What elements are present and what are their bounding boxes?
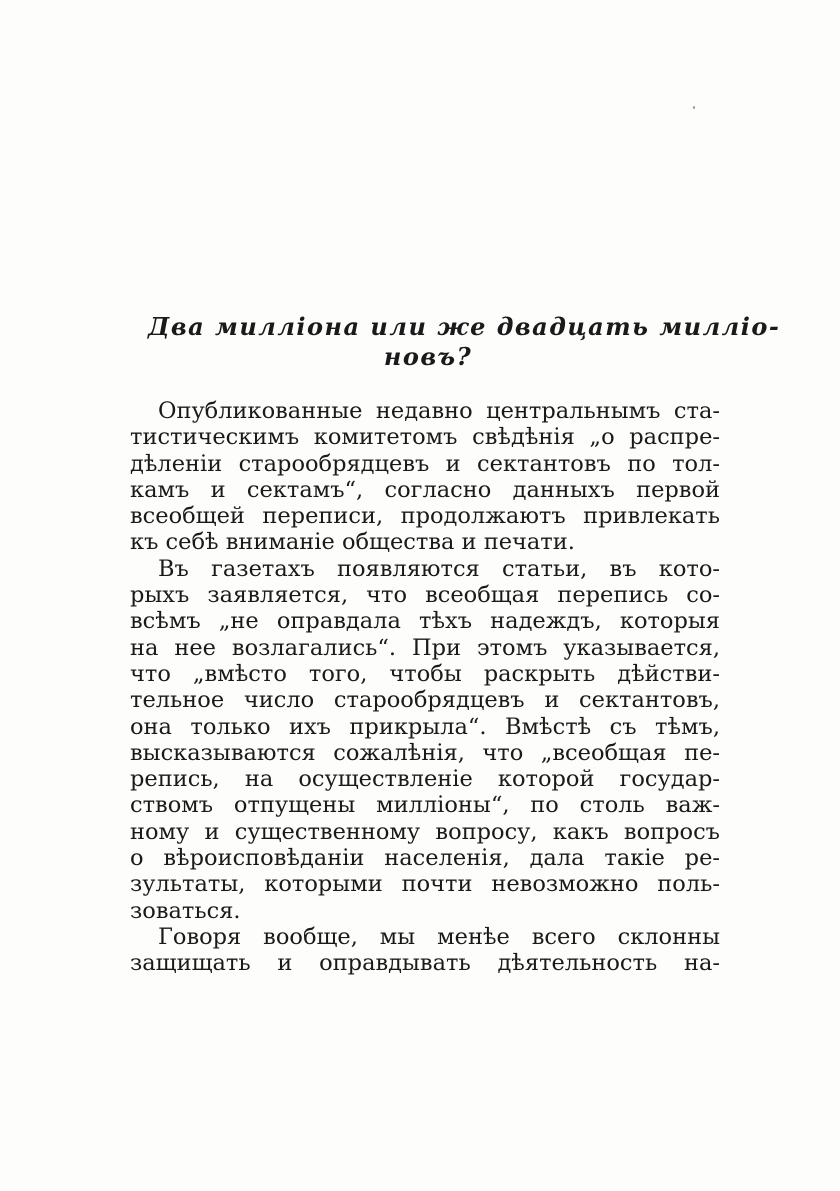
text-line: зультаты, которыми почти невозможно поль-	[130, 871, 720, 898]
paragraph-3	[130, 924, 720, 977]
text-line: Говоря вообще, мы менѣе всего склонны	[158, 923, 720, 950]
article-body	[130, 398, 720, 977]
text-line: тистическимъ комитетомъ свѣдѣнія „о распре-	[130, 424, 720, 451]
text-line: ному и существенному вопросу, какъ вопросъ	[130, 818, 720, 845]
text-line: Опубликованные недавно центральнымъ ста-	[158, 398, 720, 424]
text-line: репись, на осуществленіе которой государ-	[130, 766, 720, 793]
text-line: что „вмѣсто того, чтобы раскрыть дѣйстви-	[130, 660, 720, 687]
scan-speck	[693, 106, 695, 109]
text-line: высказываются сожалѣнія, что „всеобщая пе-	[130, 739, 720, 766]
title-line: Два милліона или же двадцать милліо-	[148, 312, 781, 341]
text-line: ствомъ отпущены милліоны“, по столь важ-	[130, 792, 720, 819]
text-line: къ себѣ вниманіе общества и печати.	[130, 529, 575, 556]
text-line: на нее возлагались“. При этомъ указывается,	[130, 634, 720, 661]
text-line: тельное число старообрядцевъ и сектантовъ,	[130, 687, 720, 714]
text-line: о вѣроисповѣданіи населенія, дала такіе ре-	[130, 845, 720, 872]
paragraph-1	[130, 398, 720, 556]
paragraph-2	[130, 556, 720, 924]
title-line: новъ?	[383, 342, 473, 371]
text-line: рыхъ заявляется, что всеобщая перепись со-	[130, 582, 720, 609]
text-line: всѣмъ „не оправдала тѣхъ надеждъ, которыя	[130, 608, 720, 635]
article-title	[148, 312, 781, 372]
text-line: зоваться.	[130, 897, 241, 924]
text-line: камъ и сектамъ“, согласно данныхъ первой	[130, 476, 720, 503]
text-line: защищать и оправдывать дѣятельность на-	[130, 950, 720, 977]
text-line: дѣленіи старообрядцевъ и сектантовъ по тол-	[130, 450, 720, 477]
text-line: она только ихъ прикрыла“. Вмѣстѣ съ тѣмъ,	[130, 713, 720, 740]
text-line: всеобщей переписи, продолжаютъ привлекать	[130, 503, 720, 530]
text-line: Въ газетахъ появляются статьи, въ кото-	[158, 555, 720, 582]
